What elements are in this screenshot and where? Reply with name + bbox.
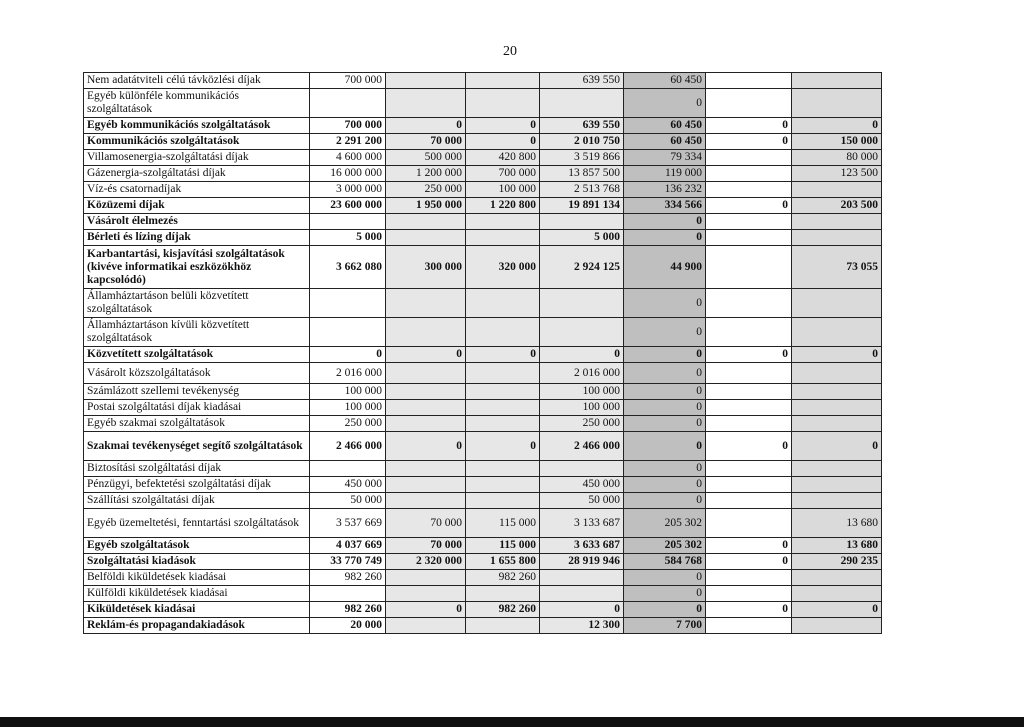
cell-col-2 bbox=[386, 384, 466, 400]
cell-col-1 bbox=[310, 461, 386, 477]
row-label: Külföldi kiküldetések kiadásai bbox=[84, 586, 310, 602]
cell-col-5: 60 450 bbox=[624, 73, 706, 89]
cell-col-6: 0 bbox=[706, 432, 792, 461]
row-label: Belföldi kiküldetések kiadásai bbox=[84, 570, 310, 586]
cell-col-3 bbox=[466, 73, 540, 89]
cell-col-3: 982 260 bbox=[466, 602, 540, 618]
cell-col-2: 70 000 bbox=[386, 509, 466, 538]
cell-col-5: 0 bbox=[624, 89, 706, 118]
cell-col-5: 0 bbox=[624, 570, 706, 586]
row-label: Egyéb üzemeltetési, fenntartási szolgáltatások bbox=[84, 509, 310, 538]
cell-col-4: 12 300 bbox=[540, 618, 624, 634]
cell-col-6 bbox=[706, 182, 792, 198]
cell-col-4 bbox=[540, 461, 624, 477]
cell-col-5: 0 bbox=[624, 477, 706, 493]
row-label: Államháztartáson kívüli közvetített szolgáltatások bbox=[84, 318, 310, 347]
cell-col-7: 0 bbox=[792, 118, 882, 134]
table-row bbox=[84, 118, 882, 134]
cell-col-4: 13 857 500 bbox=[540, 166, 624, 182]
table-row bbox=[84, 400, 882, 416]
cell-col-5: 79 334 bbox=[624, 150, 706, 166]
table-row bbox=[84, 289, 882, 318]
cell-col-4 bbox=[540, 214, 624, 230]
cell-col-5: 44 900 bbox=[624, 246, 706, 289]
cell-col-5: 0 bbox=[624, 602, 706, 618]
row-label: Nem adatátviteli célú távközlési díjak bbox=[84, 73, 310, 89]
cell-col-4 bbox=[540, 89, 624, 118]
row-label: Postai szolgáltatási díjak kiadásai bbox=[84, 400, 310, 416]
cell-col-1: 982 260 bbox=[310, 602, 386, 618]
cell-col-3 bbox=[466, 89, 540, 118]
cell-col-6 bbox=[706, 461, 792, 477]
cell-col-2 bbox=[386, 89, 466, 118]
cell-col-5: 0 bbox=[624, 432, 706, 461]
cell-col-1 bbox=[310, 89, 386, 118]
cell-col-5: 0 bbox=[624, 347, 706, 363]
table-row bbox=[84, 363, 882, 384]
cell-col-7 bbox=[792, 318, 882, 347]
cell-col-7: 13 680 bbox=[792, 509, 882, 538]
cell-col-6 bbox=[706, 586, 792, 602]
cell-col-2: 300 000 bbox=[386, 246, 466, 289]
cell-col-2: 70 000 bbox=[386, 134, 466, 150]
row-label: Biztosítási szolgáltatási díjak bbox=[84, 461, 310, 477]
cell-col-1: 16 000 000 bbox=[310, 166, 386, 182]
row-label: Kommunikációs szolgáltatások bbox=[84, 134, 310, 150]
row-label: Bérleti és lízing díjak bbox=[84, 230, 310, 246]
cell-col-1: 23 600 000 bbox=[310, 198, 386, 214]
cell-col-7 bbox=[792, 384, 882, 400]
cell-col-2: 0 bbox=[386, 118, 466, 134]
cell-col-3 bbox=[466, 618, 540, 634]
cell-col-2 bbox=[386, 214, 466, 230]
table-row bbox=[84, 150, 882, 166]
cell-col-6: 0 bbox=[706, 554, 792, 570]
row-label: Egyéb szolgáltatások bbox=[84, 538, 310, 554]
cell-col-1: 5 000 bbox=[310, 230, 386, 246]
row-label: Számlázott szellemi tevékenység bbox=[84, 384, 310, 400]
cell-col-6 bbox=[706, 289, 792, 318]
cell-col-6: 0 bbox=[706, 198, 792, 214]
table-row bbox=[84, 198, 882, 214]
cell-col-7 bbox=[792, 400, 882, 416]
table-row bbox=[84, 586, 882, 602]
cell-col-7 bbox=[792, 477, 882, 493]
cell-col-6 bbox=[706, 384, 792, 400]
cell-col-1: 2 016 000 bbox=[310, 363, 386, 384]
row-label: Víz-és csatornadíjak bbox=[84, 182, 310, 198]
cell-col-1: 2 466 000 bbox=[310, 432, 386, 461]
cell-col-7: 13 680 bbox=[792, 538, 882, 554]
cell-col-4 bbox=[540, 318, 624, 347]
row-label: Szakmai tevékenységet segítő szolgáltatások bbox=[84, 432, 310, 461]
cell-col-1: 33 770 749 bbox=[310, 554, 386, 570]
cell-col-4: 450 000 bbox=[540, 477, 624, 493]
cell-col-3 bbox=[466, 586, 540, 602]
table-row bbox=[84, 73, 882, 89]
cell-col-2 bbox=[386, 586, 466, 602]
cell-col-1 bbox=[310, 318, 386, 347]
cell-col-2 bbox=[386, 289, 466, 318]
cell-col-5: 584 768 bbox=[624, 554, 706, 570]
cell-col-4: 100 000 bbox=[540, 384, 624, 400]
cell-col-4: 50 000 bbox=[540, 493, 624, 509]
cell-col-1: 3 537 669 bbox=[310, 509, 386, 538]
cell-col-2: 0 bbox=[386, 602, 466, 618]
cell-col-1: 982 260 bbox=[310, 570, 386, 586]
cell-col-1: 100 000 bbox=[310, 400, 386, 416]
cell-col-1: 20 000 bbox=[310, 618, 386, 634]
cell-col-5: 136 232 bbox=[624, 182, 706, 198]
cell-col-7: 203 500 bbox=[792, 198, 882, 214]
table-body bbox=[84, 73, 882, 634]
cell-col-6: 0 bbox=[706, 538, 792, 554]
cell-col-6 bbox=[706, 73, 792, 89]
row-label: Karbantartási, kisjavítási szolgáltatások (kivéve informatikai eszközökhöz kapcsolódó) bbox=[84, 246, 310, 289]
cell-col-1 bbox=[310, 214, 386, 230]
cell-col-4: 2 924 125 bbox=[540, 246, 624, 289]
table-row bbox=[84, 416, 882, 432]
cell-col-1: 50 000 bbox=[310, 493, 386, 509]
cell-col-6: 0 bbox=[706, 347, 792, 363]
cell-col-6 bbox=[706, 214, 792, 230]
cell-col-7 bbox=[792, 416, 882, 432]
table-row bbox=[84, 246, 882, 289]
table-row bbox=[84, 182, 882, 198]
cell-col-7: 123 500 bbox=[792, 166, 882, 182]
cell-col-4: 3 633 687 bbox=[540, 538, 624, 554]
cell-col-6 bbox=[706, 230, 792, 246]
table-row bbox=[84, 230, 882, 246]
cell-col-1 bbox=[310, 289, 386, 318]
row-label: Kiküldetések kiadásai bbox=[84, 602, 310, 618]
cell-col-5: 0 bbox=[624, 400, 706, 416]
cell-col-7 bbox=[792, 89, 882, 118]
row-label: Szolgáltatási kiadások bbox=[84, 554, 310, 570]
cell-col-3: 420 800 bbox=[466, 150, 540, 166]
cell-col-1: 0 bbox=[310, 347, 386, 363]
cell-col-6 bbox=[706, 363, 792, 384]
cell-col-6 bbox=[706, 400, 792, 416]
cell-col-4 bbox=[540, 289, 624, 318]
cell-col-4: 3 133 687 bbox=[540, 509, 624, 538]
cell-col-7 bbox=[792, 73, 882, 89]
row-label: Közüzemi díjak bbox=[84, 198, 310, 214]
cell-col-3 bbox=[466, 416, 540, 432]
cell-col-6 bbox=[706, 166, 792, 182]
cell-col-7: 73 055 bbox=[792, 246, 882, 289]
cell-col-3 bbox=[466, 363, 540, 384]
table-row bbox=[84, 432, 882, 461]
table-row bbox=[84, 509, 882, 538]
cell-col-2: 70 000 bbox=[386, 538, 466, 554]
cell-col-4: 0 bbox=[540, 347, 624, 363]
cell-col-4: 100 000 bbox=[540, 400, 624, 416]
table-row bbox=[84, 166, 882, 182]
cell-col-7 bbox=[792, 461, 882, 477]
cell-col-7: 0 bbox=[792, 432, 882, 461]
cell-col-3: 700 000 bbox=[466, 166, 540, 182]
cell-col-6: 0 bbox=[706, 134, 792, 150]
cell-col-5: 205 302 bbox=[624, 538, 706, 554]
row-label: Pénzügyi, befektetési szolgáltatási díjak bbox=[84, 477, 310, 493]
cell-col-4: 2 513 768 bbox=[540, 182, 624, 198]
cell-col-6 bbox=[706, 150, 792, 166]
cell-col-2: 500 000 bbox=[386, 150, 466, 166]
cell-col-7: 0 bbox=[792, 602, 882, 618]
cell-col-1: 450 000 bbox=[310, 477, 386, 493]
cell-col-2: 1 200 000 bbox=[386, 166, 466, 182]
cell-col-1: 4 037 669 bbox=[310, 538, 386, 554]
cell-col-2 bbox=[386, 570, 466, 586]
cell-col-6 bbox=[706, 416, 792, 432]
cell-col-1: 3 662 080 bbox=[310, 246, 386, 289]
cell-col-7: 0 bbox=[792, 347, 882, 363]
cell-col-3: 320 000 bbox=[466, 246, 540, 289]
table-row bbox=[84, 602, 882, 618]
cell-col-5: 0 bbox=[624, 416, 706, 432]
cell-col-3: 0 bbox=[466, 432, 540, 461]
row-label: Közvetített szolgáltatások bbox=[84, 347, 310, 363]
cell-col-2 bbox=[386, 73, 466, 89]
cell-col-7 bbox=[792, 289, 882, 318]
cell-col-4: 5 000 bbox=[540, 230, 624, 246]
table-row bbox=[84, 554, 882, 570]
cell-col-5: 0 bbox=[624, 461, 706, 477]
cell-col-6 bbox=[706, 246, 792, 289]
cell-col-7 bbox=[792, 586, 882, 602]
cell-col-3: 1 655 800 bbox=[466, 554, 540, 570]
cell-col-5: 0 bbox=[624, 230, 706, 246]
row-label: Villamosenergia-szolgáltatási díjak bbox=[84, 150, 310, 166]
cell-col-3 bbox=[466, 214, 540, 230]
cell-col-3: 115 000 bbox=[466, 509, 540, 538]
page-number: 20 bbox=[503, 44, 517, 59]
cell-col-4: 2 016 000 bbox=[540, 363, 624, 384]
cell-col-2: 2 320 000 bbox=[386, 554, 466, 570]
row-label: Szállítási szolgáltatási díjak bbox=[84, 493, 310, 509]
cell-col-3 bbox=[466, 477, 540, 493]
cell-col-3: 0 bbox=[466, 118, 540, 134]
cell-col-4 bbox=[540, 586, 624, 602]
table-row bbox=[84, 89, 882, 118]
cell-col-6 bbox=[706, 89, 792, 118]
cell-col-2 bbox=[386, 493, 466, 509]
cell-col-3: 1 220 800 bbox=[466, 198, 540, 214]
table-row bbox=[84, 461, 882, 477]
row-label: Államháztartáson belüli közvetített szolgáltatások bbox=[84, 289, 310, 318]
cell-col-6 bbox=[706, 493, 792, 509]
scan-edge-bar bbox=[0, 717, 1024, 727]
cell-col-5: 334 566 bbox=[624, 198, 706, 214]
table-row bbox=[84, 134, 882, 150]
cell-col-1: 700 000 bbox=[310, 118, 386, 134]
cell-col-2 bbox=[386, 230, 466, 246]
cell-col-3 bbox=[466, 318, 540, 347]
cell-col-4: 250 000 bbox=[540, 416, 624, 432]
cell-col-5: 0 bbox=[624, 384, 706, 400]
cell-col-5: 0 bbox=[624, 586, 706, 602]
cell-col-3 bbox=[466, 461, 540, 477]
cell-col-2 bbox=[386, 363, 466, 384]
cell-col-1: 100 000 bbox=[310, 384, 386, 400]
cell-col-5: 0 bbox=[624, 493, 706, 509]
cell-col-7: 290 235 bbox=[792, 554, 882, 570]
row-label: Gázenergia-szolgáltatási díjak bbox=[84, 166, 310, 182]
table-row bbox=[84, 570, 882, 586]
cell-col-5: 205 302 bbox=[624, 509, 706, 538]
cell-col-6 bbox=[706, 570, 792, 586]
cell-col-1: 3 000 000 bbox=[310, 182, 386, 198]
cell-col-1: 4 600 000 bbox=[310, 150, 386, 166]
table-row bbox=[84, 214, 882, 230]
table-row bbox=[84, 318, 882, 347]
cell-col-7 bbox=[792, 230, 882, 246]
cell-col-7 bbox=[792, 182, 882, 198]
cell-col-2: 0 bbox=[386, 432, 466, 461]
cell-col-2: 250 000 bbox=[386, 182, 466, 198]
cell-col-7 bbox=[792, 570, 882, 586]
cell-col-6 bbox=[706, 509, 792, 538]
cell-col-2 bbox=[386, 416, 466, 432]
cell-col-2: 1 950 000 bbox=[386, 198, 466, 214]
cell-col-2 bbox=[386, 477, 466, 493]
cell-col-7: 150 000 bbox=[792, 134, 882, 150]
row-label: Egyéb kommunikációs szolgáltatások bbox=[84, 118, 310, 134]
cell-col-6: 0 bbox=[706, 118, 792, 134]
cell-col-1: 700 000 bbox=[310, 73, 386, 89]
cell-col-3: 100 000 bbox=[466, 182, 540, 198]
cell-col-3: 115 000 bbox=[466, 538, 540, 554]
table-row bbox=[84, 538, 882, 554]
cell-col-1: 250 000 bbox=[310, 416, 386, 432]
cell-col-4: 28 919 946 bbox=[540, 554, 624, 570]
cell-col-7 bbox=[792, 214, 882, 230]
table-row bbox=[84, 618, 882, 634]
cell-col-4: 2 466 000 bbox=[540, 432, 624, 461]
cell-col-7 bbox=[792, 363, 882, 384]
cell-col-6 bbox=[706, 318, 792, 347]
cell-col-4: 19 891 134 bbox=[540, 198, 624, 214]
cell-col-6 bbox=[706, 618, 792, 634]
cell-col-3: 0 bbox=[466, 347, 540, 363]
row-label: Reklám-és propagandakiadások bbox=[84, 618, 310, 634]
cell-col-7: 80 000 bbox=[792, 150, 882, 166]
table-row bbox=[84, 493, 882, 509]
cell-col-2 bbox=[386, 400, 466, 416]
cell-col-2 bbox=[386, 318, 466, 347]
cell-col-5: 0 bbox=[624, 214, 706, 230]
cell-col-7 bbox=[792, 493, 882, 509]
cell-col-5: 7 700 bbox=[624, 618, 706, 634]
cell-col-3 bbox=[466, 230, 540, 246]
cell-col-2 bbox=[386, 461, 466, 477]
table-row bbox=[84, 477, 882, 493]
cell-col-1 bbox=[310, 586, 386, 602]
cell-col-5: 119 000 bbox=[624, 166, 706, 182]
cell-col-2 bbox=[386, 618, 466, 634]
cell-col-2: 0 bbox=[386, 347, 466, 363]
row-label: Vásárolt közszolgáltatások bbox=[84, 363, 310, 384]
table-row bbox=[84, 384, 882, 400]
cell-col-3: 982 260 bbox=[466, 570, 540, 586]
row-label: Egyéb különféle kommunikációs szolgáltatások bbox=[84, 89, 310, 118]
cell-col-4: 3 519 866 bbox=[540, 150, 624, 166]
cell-col-5: 60 450 bbox=[624, 134, 706, 150]
cell-col-3 bbox=[466, 384, 540, 400]
cell-col-3 bbox=[466, 289, 540, 318]
cell-col-5: 0 bbox=[624, 289, 706, 318]
cell-col-5: 0 bbox=[624, 363, 706, 384]
table-row bbox=[84, 347, 882, 363]
cell-col-3 bbox=[466, 493, 540, 509]
cell-col-3 bbox=[466, 400, 540, 416]
cell-col-5: 0 bbox=[624, 318, 706, 347]
cell-col-4: 639 550 bbox=[540, 73, 624, 89]
row-label: Vásárolt élelmezés bbox=[84, 214, 310, 230]
budget-table bbox=[83, 72, 882, 634]
cell-col-1: 2 291 200 bbox=[310, 134, 386, 150]
cell-col-4: 0 bbox=[540, 602, 624, 618]
cell-col-5: 60 450 bbox=[624, 118, 706, 134]
row-label: Egyéb szakmai szolgáltatások bbox=[84, 416, 310, 432]
cell-col-6 bbox=[706, 477, 792, 493]
cell-col-4 bbox=[540, 570, 624, 586]
cell-col-4: 2 010 750 bbox=[540, 134, 624, 150]
cell-col-7 bbox=[792, 618, 882, 634]
cell-col-6: 0 bbox=[706, 602, 792, 618]
cell-col-3: 0 bbox=[466, 134, 540, 150]
cell-col-4: 639 550 bbox=[540, 118, 624, 134]
